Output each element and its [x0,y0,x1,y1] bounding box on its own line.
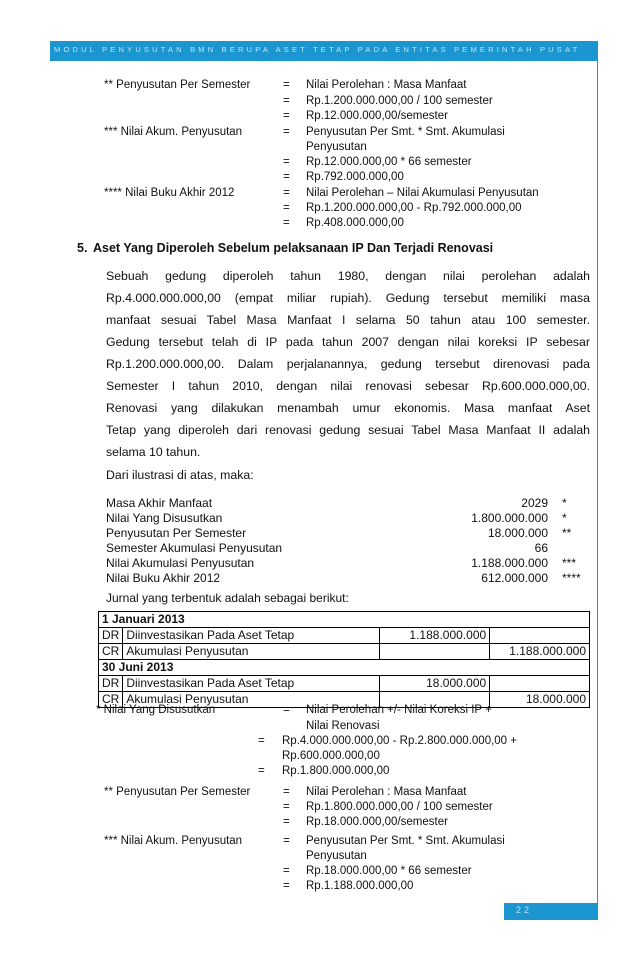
note-eq: = [283,202,290,214]
journal-account: Akumulasi Penyusutan [123,644,380,660]
summary-mark: * [562,511,567,525]
note-label: **** Nilai Buku Akhir 2012 [104,187,235,199]
journal-date: 1 Januari 2013 [99,612,590,628]
journal-row [99,676,590,692]
paragraph-line: Renovasi yang dilakukan menambah umur ekonomis. Masa manfaat Aset [106,401,590,415]
summary-row [106,496,584,511]
journal-account: Diinvestasikan Pada Aset Tetap [123,628,380,644]
summary-mark: * [562,496,567,510]
note-eq: = [283,786,290,798]
summary-label: Nilai Buku Akhir 2012 [106,571,221,585]
summary-row [106,571,584,586]
summary-row [106,511,584,526]
note-text: Rp.18.000.000,00 * 66 semester [306,865,472,877]
note-text: Nilai Perolehan +/- Nilai Koreksi IP + [306,704,492,716]
note-eq: = [283,187,290,199]
summary-row [106,541,584,556]
journal-credit [490,628,590,644]
paragraph-line: manfaat sesuai Tabel Masa Manfaat I selama 50 tahun atau 100 semester. [106,313,590,327]
note-label: *** Nilai Akum. Penyusutan [104,126,243,138]
journal-side: CR [99,644,123,660]
summary-label: Nilai Akumulasi Penyusutan [106,556,255,570]
note-eq: = [283,880,290,892]
note-text: Penyusutan Per Smt. * Smt. Akumulasi [306,835,505,847]
note-text: Rp.408.000.000,00 [306,217,404,229]
note-label: ** Penyusutan Per Semester [104,79,251,91]
journal-side: DR [99,628,123,644]
note-text: Rp.12.000.000,00/semester [306,110,448,122]
note-label: *** Nilai Akum. Penyusutan [104,835,243,847]
note-eq: = [283,79,290,91]
note-text: Nilai Renovasi [306,720,380,732]
note-text: Rp.600.000.000,00 [282,750,380,762]
note-text: Nilai Perolehan : Masa Manfaat [306,79,467,91]
journal-credit [490,676,590,692]
note-text: Rp.1.200.000.000,00 / 100 semester [306,95,493,107]
summary-value: 1.800.000.000 [471,511,548,525]
journal-credit: 1.188.000.000 [490,644,590,660]
note-text: Rp.1.800.000.000,00 / 100 semester [306,801,493,813]
running-title: MODUL PENYUSUTAN BMN BERUPA ASET TETAP PADA ENTITAS PEMERINTAH PUSAT [54,45,581,54]
journal-account: Akumulasi Penyusutan [123,692,380,708]
journal-intro: Jurnal yang terbentuk adalah sebagai berikut: [106,591,349,605]
journal-credit: 18.000.000 [490,692,590,708]
note-eq: = [283,835,290,847]
journal-date-row [99,612,590,628]
journal-debit: 1.188.000.000 [380,628,490,644]
note-eq: = [283,865,290,877]
journal-debit: 18.000.000 [380,676,490,692]
section-number: 5. [77,241,88,255]
summary-value: 612.000.000 [481,571,548,585]
summary-table [106,496,584,586]
illustration-intro: Dari ilustrasi di atas, maka: [106,468,254,482]
paragraph-line: Semester I tahun 2010, dengan nilai renovasi sebesar Rp.600.000.000,00. [106,379,590,393]
note-text: Penyusutan Per Smt. * Smt. Akumulasi [306,126,505,138]
paragraph-line: selama 10 tahun. [106,445,201,459]
summary-label: Masa Akhir Manfaat [106,496,213,510]
note-text: Rp.1.188.000.000,00 [306,880,414,892]
note-eq: = [283,217,290,229]
summary-label: Nilai Yang Disusutkan [106,511,223,525]
note-eq: = [258,765,265,777]
paragraph-line: Sebuah gedung diperoleh tahun 1980, dengan nilai perolehan adalah [106,269,590,283]
journal-account: Diinvestasikan Pada Aset Tetap [123,676,380,692]
summary-value: 1.188.000.000 [471,556,548,570]
journal-side: DR [99,676,123,692]
summary-mark [548,541,584,556]
note-eq: = [283,801,290,813]
summary-label: Semester Akumulasi Penyusutan [106,541,283,555]
summary-mark: ** [562,526,572,540]
note-text: Rp.1.200.000.000,00 - Rp.792.000.000,00 [306,202,522,214]
note-eq: = [283,156,290,168]
journal-debit [380,644,490,660]
note-label: * Nilai Yang Disusutkan [96,704,216,716]
summary-value: 2029 [521,496,548,510]
journal-date-row [99,660,590,676]
note-eq: = [283,171,290,183]
note-eq: = [283,110,290,122]
summary-row [106,526,584,541]
journal-row [99,628,590,644]
paragraph-line: Rp.4.000.000.000,00 (empat miliar rupiah). Gedung tersebut memiliki masa [106,291,590,305]
note-eq: = [283,816,290,828]
summary-row [106,556,584,571]
note-text: Nilai Perolehan : Masa Manfaat [306,786,467,798]
note-eq: = [283,126,290,138]
note-text: Rp.18.000.000,00/semester [306,816,448,828]
page-number: 22 [516,905,533,915]
paragraph-line: Tetap yang diperoleh dari renovasi gedung sesuai Tabel Masa Manfaat II adalah [106,423,590,437]
note-text: Rp.792.000.000,00 [306,171,404,183]
summary-value: 18.000.000 [487,526,548,540]
summary-value: 66 [534,541,548,555]
journal-side: CR [99,692,123,708]
summary-mark: **** [562,571,581,585]
note-text: Rp.4.000.000.000,00 - Rp.2.800.000.000,00 + [282,735,517,747]
journal-date: 30 Juni 2013 [99,660,590,676]
note-text: Nilai Perolehan – Nilai Akumulasi Penyusutan [306,187,539,199]
journal-table [98,611,590,708]
right-margin-rule [597,61,598,918]
summary-mark: *** [562,556,577,570]
section-title: Aset Yang Diperoleh Sebelum pelaksanaan IP Dan Terjadi Renovasi [93,241,494,255]
note-text: Penyusutan [306,850,367,862]
summary-label: Penyusutan Per Semester [106,526,247,540]
paragraph-line: Gedung tersebut telah di IP pada tahun 2007 dengan nilai koreksi IP sebesar [106,335,590,349]
note-label: ** Penyusutan Per Semester [104,786,251,798]
note-text: Penyusutan [306,141,367,153]
note-eq: = [258,735,265,747]
paragraph-line: Rp.1.200.000.000,00. Dalam perjalanannya, gedung tersebut direnovasi pada [106,357,590,371]
note-eq: = [283,704,290,716]
journal-row [99,644,590,660]
note-eq: = [283,95,290,107]
note-text: Rp.1.800.000.000,00 [282,765,390,777]
note-text: Rp.12.000.000,00 * 66 semester [306,156,472,168]
